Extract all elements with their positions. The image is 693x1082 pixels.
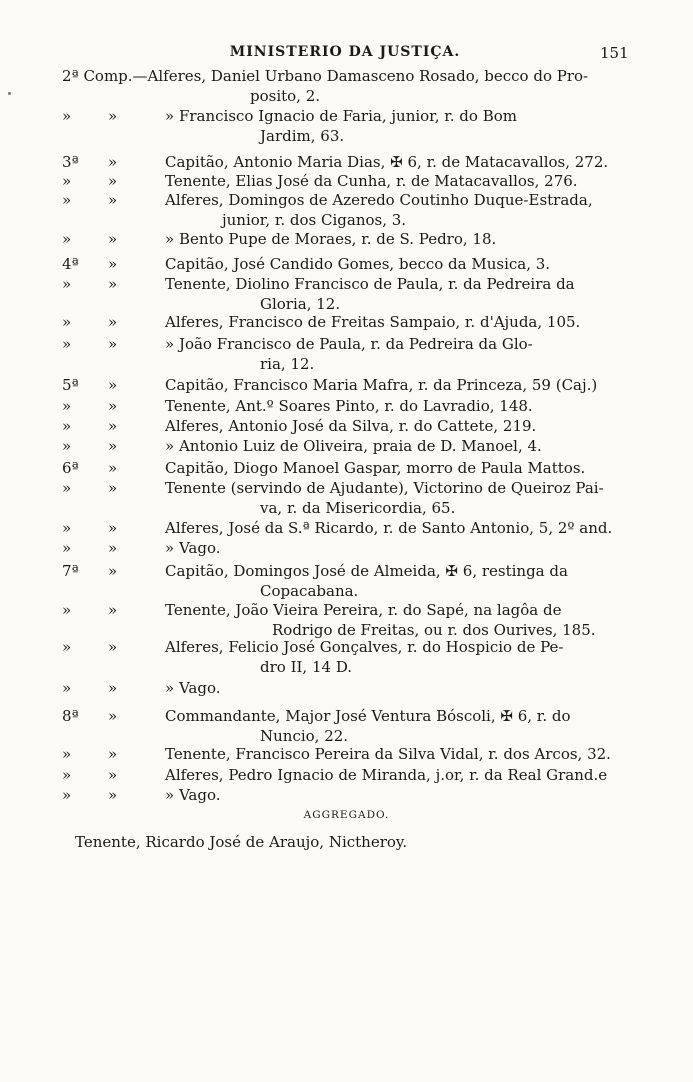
roster-entry — [0, 274, 693, 313]
entry-text: Capitão, José Candido Gomes, becco da Musica, 3. — [165, 255, 551, 273]
company-label: » — [62, 107, 72, 125]
entry-continuation: dro II, 14 D. — [260, 658, 353, 676]
roster-entry — [0, 678, 693, 698]
ditto-mark: » — [108, 397, 118, 415]
company-label: 5ª — [62, 376, 79, 394]
company-label: » — [62, 275, 72, 293]
company-label: 7ª — [62, 562, 79, 580]
entry-text: Tenente, João Vieira Pereira, r. do Sapé, na lagôa de — [165, 601, 562, 619]
entry-continuation: posito, 2. — [250, 87, 321, 105]
roster-entry — [0, 744, 693, 764]
company-label: » — [62, 335, 72, 353]
ditto-mark: » — [108, 601, 118, 619]
entry-text: Alferes, Antonio José da Silva, r. do Cattete, 219. — [165, 417, 537, 435]
entry-continuation: Copacabana. — [260, 582, 359, 600]
entry-text: » Antonio Luiz de Oliveira, praia de D. Manoel, 4. — [165, 437, 542, 455]
roster-entry — [0, 334, 693, 373]
roster-entry — [0, 312, 693, 332]
page-number: 151 — [600, 44, 629, 62]
entry-continuation: Jardim, 63. — [260, 127, 345, 145]
ditto-mark: » — [108, 539, 118, 557]
entry-text: Capitão, Francisco Maria Mafra, r. da Princeza, 59 (Caj.) — [165, 376, 598, 394]
entry-text: Alferes, Francisco de Freitas Sampaio, r. d'Ajuda, 105. — [165, 313, 581, 331]
roster-entry — [0, 416, 693, 436]
ditto-mark: » — [108, 172, 118, 190]
company-label: » — [62, 397, 72, 415]
company-label: » — [62, 479, 72, 497]
ditto-mark: » — [108, 437, 118, 455]
ditto-mark: » — [108, 786, 118, 804]
roster-entry — [0, 765, 693, 785]
roster-entry — [0, 436, 693, 456]
company-label: » — [62, 230, 72, 248]
company-label: » — [62, 172, 72, 190]
roster-entry — [0, 785, 693, 805]
company-label: » — [62, 539, 72, 557]
entry-text: Capitão, Diogo Manoel Gaspar, morro de Paula Mattos. — [165, 459, 586, 477]
entry-continuation: va, r. da Misericordia, 65. — [260, 499, 456, 517]
entry-continuation: Rodrigo de Freitas, ou r. dos Ourives, 185. — [272, 621, 596, 639]
company-label: » — [62, 313, 72, 331]
ditto-mark: » — [108, 562, 118, 580]
entry-text: » Bento Pupe de Moraes, r. de S. Pedro, 18. — [165, 230, 497, 248]
entry-text: Alferes, Felicio José Gonçalves, r. do Hospicio de Pe- — [165, 638, 564, 656]
entry-text: » João Francisco de Paula, r. da Pedreira da Glo- — [165, 335, 533, 353]
ditto-mark: » — [108, 519, 118, 537]
entry-text: Commandante, Major José Ventura Bóscoli, ✠ 6, r. do — [165, 707, 571, 725]
ditto-mark: » — [108, 479, 118, 497]
entry-text: » Francisco Ignacio de Faria, junior, r. do Bom — [165, 107, 517, 125]
roster-entry — [0, 106, 693, 145]
company-label: » — [62, 519, 72, 537]
roster-entry — [0, 706, 693, 745]
company-label: » — [62, 786, 72, 804]
ditto-mark: » — [108, 376, 118, 394]
ditto-mark: » — [108, 335, 118, 353]
entry-text: Tenente, Francisco Pereira da Silva Vidal, r. dos Arcos, 32. — [165, 745, 611, 763]
ditto-mark: » — [108, 707, 118, 725]
roster-entry — [0, 561, 693, 600]
entry-continuation: Nuncio, 22. — [260, 727, 349, 745]
company-label: » — [62, 679, 72, 697]
entry-text: Tenente, Elias José da Cunha, r. de Matacavallos, 276. — [165, 172, 578, 190]
ink-speck — [8, 92, 11, 95]
company-label: 3ª — [62, 153, 79, 171]
company-label: » — [62, 191, 72, 209]
aggregado-entry: Tenente, Ricardo José de Araujo, Nictheroy. — [75, 833, 408, 851]
ditto-mark: » — [108, 638, 118, 656]
entry-text: Capitão, Antonio Maria Dias, ✠ 6, r. de Matacavallos, 272. — [165, 153, 609, 171]
roster-entry — [0, 478, 693, 517]
company-label: » — [62, 417, 72, 435]
roster-entry — [0, 229, 693, 249]
company-label: 8ª — [62, 707, 79, 725]
company-label: » — [62, 745, 72, 763]
entry-text: Tenente, Ant.º Soares Pinto, r. do Lavradio, 148. — [165, 397, 533, 415]
entry-text: » Vago. — [165, 786, 221, 804]
company-label: 4ª — [62, 255, 79, 273]
ditto-mark: » — [108, 679, 118, 697]
roster-entry — [0, 171, 693, 191]
ditto-mark: » — [108, 745, 118, 763]
roster-entry — [0, 396, 693, 416]
roster-entry — [0, 66, 693, 105]
roster-entry — [0, 538, 693, 558]
page-title: MINISTERIO DA JUSTIÇA. — [229, 44, 461, 60]
ditto-mark: » — [108, 107, 118, 125]
section-heading-aggregado: AGGREGADO. — [303, 809, 390, 821]
ditto-mark: » — [108, 230, 118, 248]
roster-entry — [0, 600, 693, 639]
entry-text: Alferes, Domingos de Azeredo Coutinho Duque-Estrada, — [165, 191, 593, 209]
company-label: » — [62, 601, 72, 619]
entry-text: Alferes, Pedro Ignacio de Miranda, j.or, r. da Real Grand.e — [165, 766, 608, 784]
entry-text: Alferes, José da S.ª Ricardo, r. de Santo Antonio, 5, 2º and. — [165, 519, 613, 537]
entry-continuation: junior, r. dos Ciganos, 3. — [222, 211, 407, 229]
roster-entry — [0, 254, 693, 274]
roster-entry — [0, 152, 693, 172]
ditto-mark: » — [108, 275, 118, 293]
roster-entry — [0, 458, 693, 478]
roster-entry — [0, 190, 693, 229]
roster-entry — [0, 375, 693, 395]
ditto-mark: » — [108, 417, 118, 435]
ditto-mark: » — [108, 766, 118, 784]
ditto-mark: » — [108, 153, 118, 171]
ditto-mark: » — [108, 255, 118, 273]
roster-entry — [0, 637, 693, 676]
roster-entry — [0, 518, 693, 538]
company-label: 6ª — [62, 459, 79, 477]
entry-text: » Vago. — [165, 539, 221, 557]
entry-continuation: Gloria, 12. — [260, 295, 341, 313]
entry-text: Capitão, Domingos José de Almeida, ✠ 6, restinga da — [165, 562, 568, 580]
company-label: » — [62, 638, 72, 656]
entry-continuation: ria, 12. — [260, 355, 315, 373]
ditto-mark: » — [108, 191, 118, 209]
ditto-mark: » — [108, 459, 118, 477]
company-label: » — [62, 437, 72, 455]
ditto-mark: » — [108, 313, 118, 331]
entry-text: Tenente (servindo de Ajudante), Victorino de Queiroz Pai- — [165, 479, 604, 497]
entry-text: 2ª Comp.—Alferes, Daniel Urbano Damasceno Rosado, becco do Pro- — [62, 67, 589, 85]
company-label: » — [62, 766, 72, 784]
entry-text: Tenente, Diolino Francisco de Paula, r. da Pedreira da — [165, 275, 575, 293]
entry-text: » Vago. — [165, 679, 221, 697]
